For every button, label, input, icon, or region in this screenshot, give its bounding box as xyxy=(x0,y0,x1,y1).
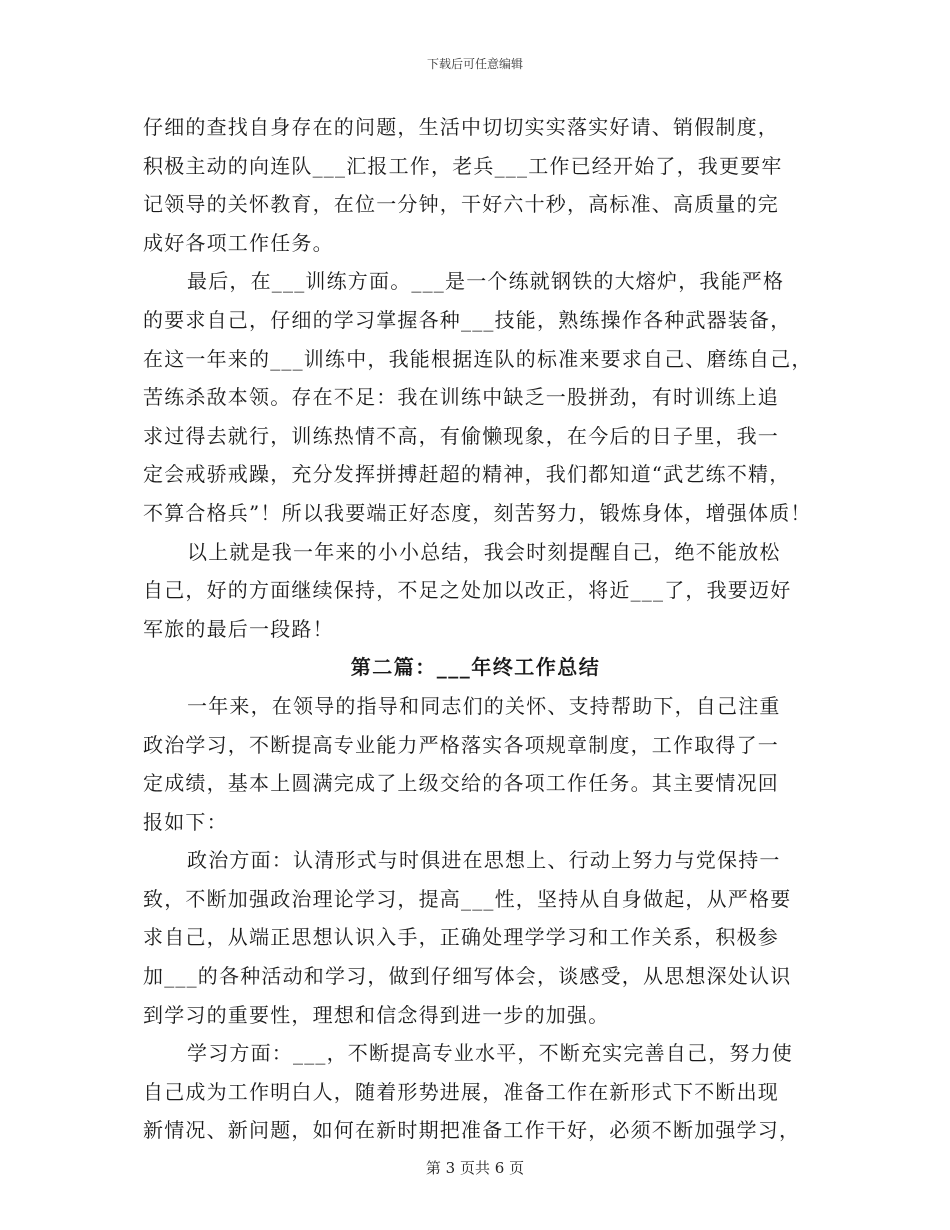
text-line: 一年来，在领导的指导和同志们的关怀、支持帮助下，自己注重 xyxy=(187,693,781,718)
text-line: 在这一年来的___训练中，我能根据连队的标准来要求自己、磨练自己， xyxy=(143,346,813,371)
text-line: 自己成为工作明白人，随着形势进展，准备工作在新形式下不断出现 xyxy=(143,1079,779,1104)
text-line: 军旅的最后一段路！ xyxy=(143,616,334,641)
text-line: 政治学习，不断提高专业能力严格落实各项规章制度，工作取得了一 xyxy=(143,732,779,757)
text-line: 记领导的关怀教育，在位一分钟，干好六十秒，高标准、高质量的完 xyxy=(143,192,779,217)
text-line: 学习方面：___，不断提高专业水平，不断充实完善自己，努力使 xyxy=(187,1041,793,1066)
section-heading: 第二篇：___年终工作总结 xyxy=(350,655,601,680)
text-line: 以上就是我一年来的小小总结，我会时刻提醒自己，绝不能放松 xyxy=(187,539,781,564)
page-header: 下载后可任意编辑 xyxy=(426,57,523,71)
text-line: 加___的各种活动和学习，做到仔细写体会，谈感受，从思想深处认识 xyxy=(143,964,792,989)
text-line: 最后，在___训练方面。___是一个练就钢铁的大熔炉，我能严格 xyxy=(187,269,785,294)
text-line: 定成绩，基本上圆满完成了上级交给的各项工作任务。其主要情况回 xyxy=(143,771,779,796)
text-line: 积极主动的向连队___汇报工作，老兵___工作已经开始了，我更要牢 xyxy=(143,153,783,178)
text-line: 致，不断加强政治理论学习，提高___性，坚持从自身做起，从严格要 xyxy=(143,886,792,911)
text-line: 苦练杀敌本领。存在不足：我在训练中缺乏一股拼劲，有时训练上追 xyxy=(143,385,779,410)
text-line: 报如下： xyxy=(143,809,228,834)
text-line: 自己，好的方面继续保持，不足之处加以改正，将近___了，我要迈好 xyxy=(143,578,792,603)
text-line: 成好各项工作任务。 xyxy=(143,230,334,255)
text-line: 政治方面：认清形式与时俱进在思想上、行动上努力与党保持一 xyxy=(187,848,781,873)
text-line: 到学习的重要性，理想和信念得到进一步的加强。 xyxy=(143,1002,610,1027)
text-line: 求过得去就行，训练热情不高，有偷懒现象，在今后的日子里，我一 xyxy=(143,423,779,448)
text-line: 的要求自己，仔细的学习掌握各种___技能，熟练操作各种武器装备， xyxy=(143,307,792,332)
document-body xyxy=(143,108,813,1150)
text-line: 仔细的查找自身存在的问题，生活中切切实实落实好请、销假制度， xyxy=(143,115,779,139)
text-line: 求自己，从端正思想认识入手，正确处理学学习和工作关系，积极参 xyxy=(143,925,779,950)
page-footer: 第 3 页共 6 页 xyxy=(425,1159,525,1177)
text-line: 定会戒骄戒躁，充分发挥拼搏赶超的精神，我们都知道“武艺练不精， xyxy=(143,462,791,487)
text-line: 不算合格兵”！所以我要端正好态度，刻苦努力，锻炼身体，增强体质！ xyxy=(143,500,812,525)
text-line: 新情况、新问题，如何在新时期把准备工作干好，必须不断加强学习， xyxy=(143,1118,801,1143)
